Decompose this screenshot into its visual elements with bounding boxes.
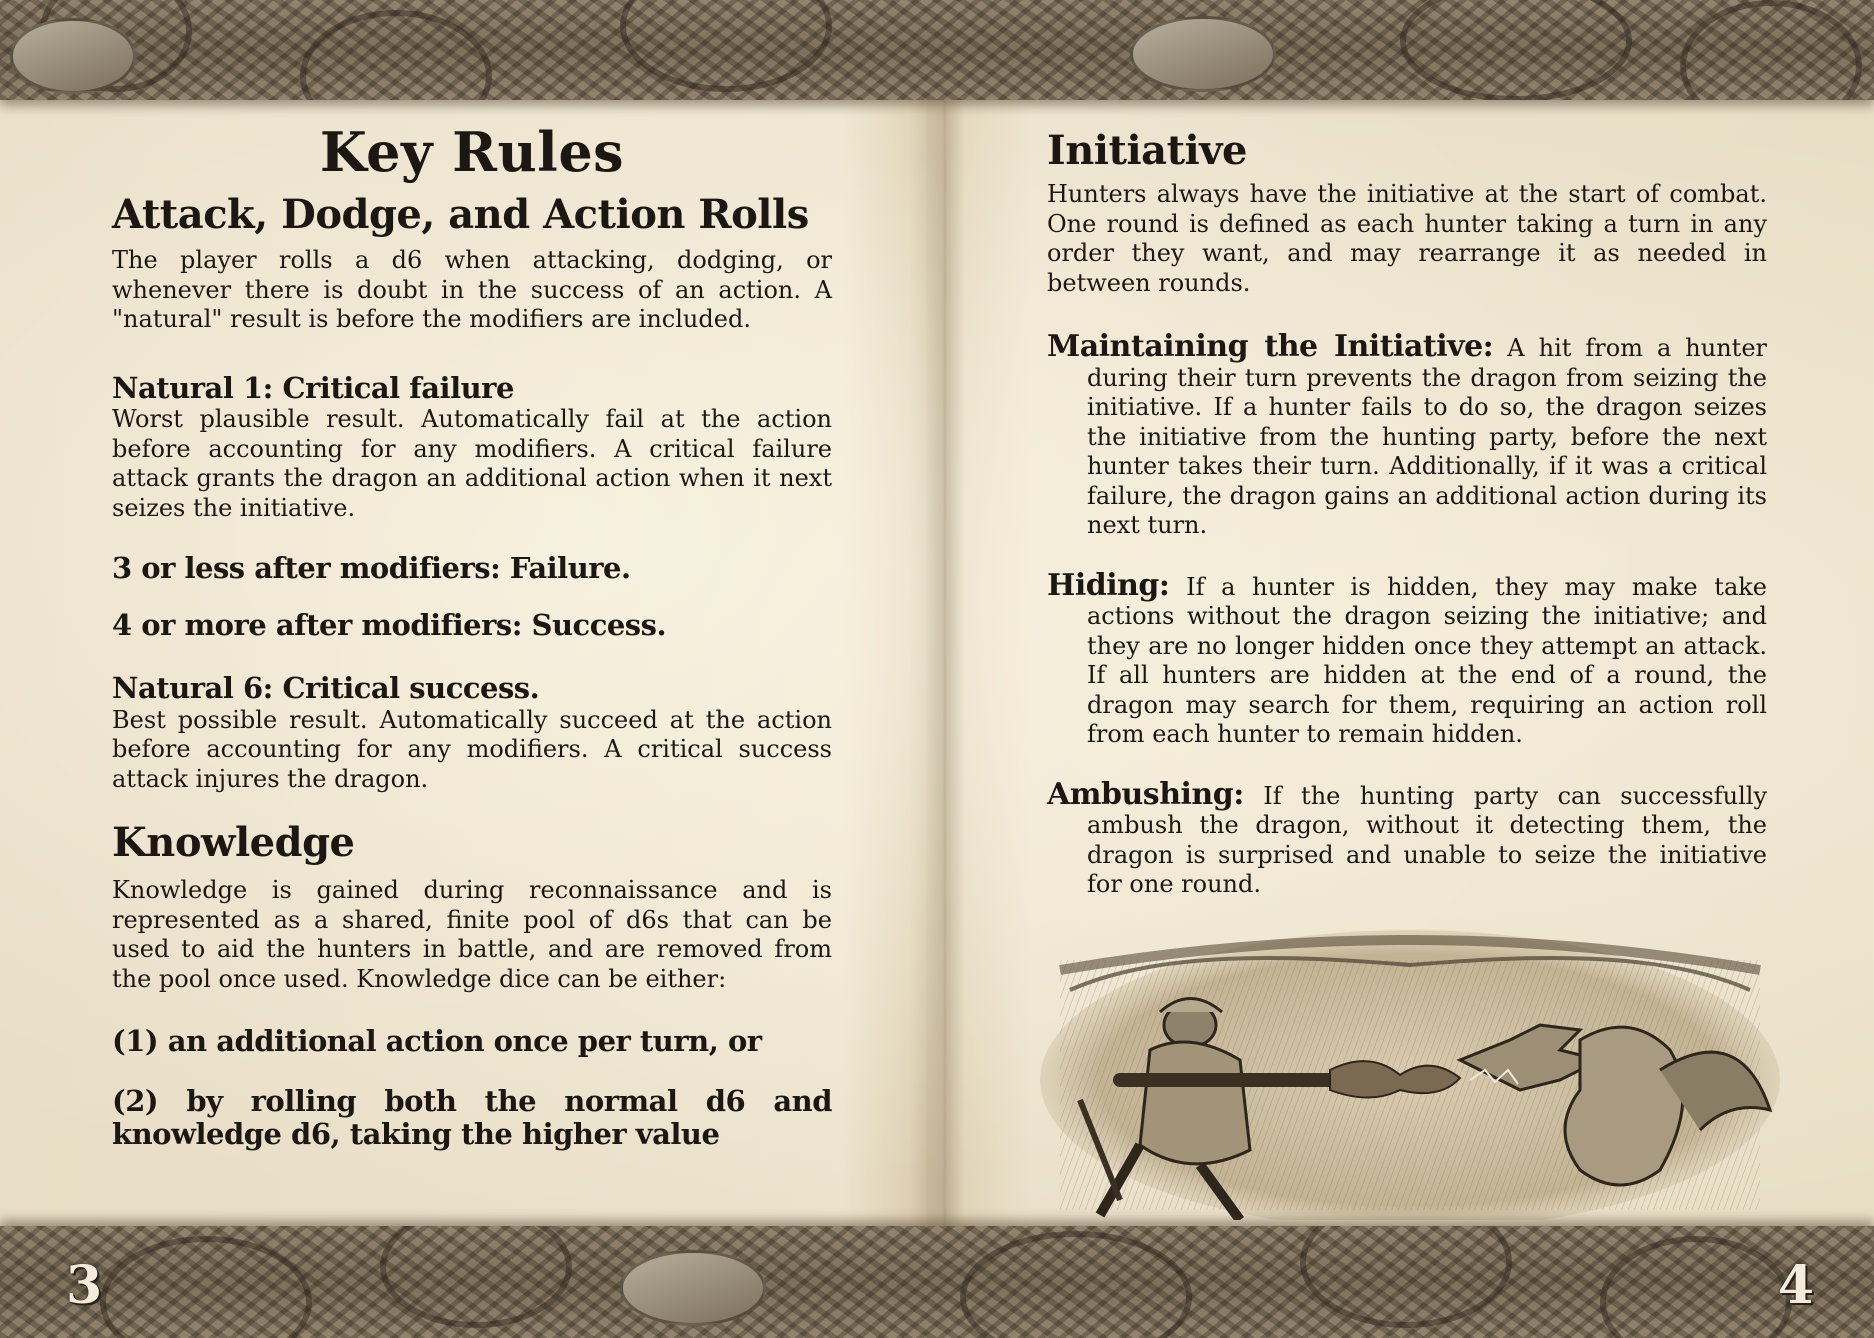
success-rule: 4 or more after modifiers: Success. — [112, 608, 667, 643]
ambushing-text: If the hunting party can successfully ambush the dragon, without it detecting them, the dragon is surprised and unable to seize the initiative for one round. — [1087, 781, 1767, 898]
ambushing-item — [1047, 776, 1767, 900]
swirl-ornament — [380, 1226, 572, 1328]
swirl-ornament — [960, 1231, 1192, 1338]
left-page-content — [112, 120, 832, 1152]
page-number-left: 3 — [66, 1255, 103, 1316]
swirl-ornament — [1300, 1226, 1512, 1328]
failure-rule: 3 or less after modifiers: Failure. — [112, 551, 631, 586]
knowledge-option-1: (1) an additional action once per turn, or — [112, 1024, 762, 1059]
natural-1-text: Worst plausible result. Automatically fail at the action before accounting for any modifiers. A critical failure attack grants the dragon an additional action when it next seizes the initiative. — [112, 405, 832, 522]
maintaining-initiative-item — [1047, 329, 1767, 541]
top-ornament-border — [0, 0, 1874, 100]
maintaining-initiative-label: Maintaining the Initiative: — [1047, 329, 1494, 364]
page-title: Key Rules — [319, 120, 625, 184]
hiding-item — [1047, 567, 1767, 750]
swirl-ornament — [1680, 0, 1862, 100]
page-number-right: 4 — [1777, 1255, 1814, 1316]
hiding-text: If a hunter is hidden, they may make take actions without the dragon seizing the initiative; and they are no longer hidden once they attempt an attack. If all hunters are hidden at the end of a round, the dragon may search for them, requiring an action roll from each hunter to remain hidden. — [1087, 572, 1767, 748]
knowledge-text: Knowledge is gained during reconnaissance and is represented as a shared, finite pool of d6s that can be used to aid the hunters in battle, and are removed from the pool once used. Knowledge dice can be either: — [112, 876, 832, 993]
swirl-ornament — [300, 10, 492, 100]
maintaining-initiative-text: A hit from a hunter during their turn prevents the dragon from seizing the initiative. If a hunter fails to do so, the dragon seizes the initiative from the hunting party, before the next hunter takes their turn. Additionally, if it was a critical failure, the dragon gains an additional action during its next turn. — [1087, 334, 1767, 539]
right-page-content — [1047, 128, 1767, 900]
knowledge-option-2: (2) by rolling both the normal d6 and knowledge d6, taking the higher value — [112, 1083, 832, 1152]
swirl-ornament — [1400, 0, 1632, 100]
ambushing-label: Ambushing: — [1047, 776, 1244, 812]
initiative-text: Hunters always have the initiative at the start of combat. One round is defined as each hunter taking a turn in any order they want, and may rearrange it as needed in between rounds. — [1047, 180, 1767, 297]
book-gutter — [925, 100, 965, 1226]
shield-ornament — [620, 1250, 766, 1326]
natural-6-heading: Natural 6: Critical success. — [112, 670, 540, 705]
shield-ornament — [10, 18, 136, 94]
natural-6-text: Best possible result. Automatically succeed at the action before accounting for any modifiers. A critical success attack injures the dragon. — [112, 705, 832, 793]
initiative-heading: Initiative — [1047, 127, 1247, 174]
shield-ornament — [1130, 16, 1276, 92]
knowledge-heading: Knowledge — [112, 819, 355, 867]
hiding-label: Hiding: — [1047, 567, 1170, 603]
swirl-ornament — [1600, 1236, 1792, 1338]
attack-rolls-text: The player rolls a d6 when attacking, dodging, or whenever there is doubt in the success of an action. A "natural" result is before the modifiers are included. — [112, 246, 832, 333]
attack-rolls-heading: Attack, Dodge, and Action Rolls — [112, 191, 809, 238]
swirl-ornament — [100, 1236, 312, 1338]
knight-vs-dragon-illustration — [1040, 930, 1780, 1220]
swirl-ornament — [620, 0, 832, 92]
bottom-ornament-border — [0, 1226, 1874, 1338]
natural-1-heading: Natural 1: Critical failure — [112, 370, 514, 405]
